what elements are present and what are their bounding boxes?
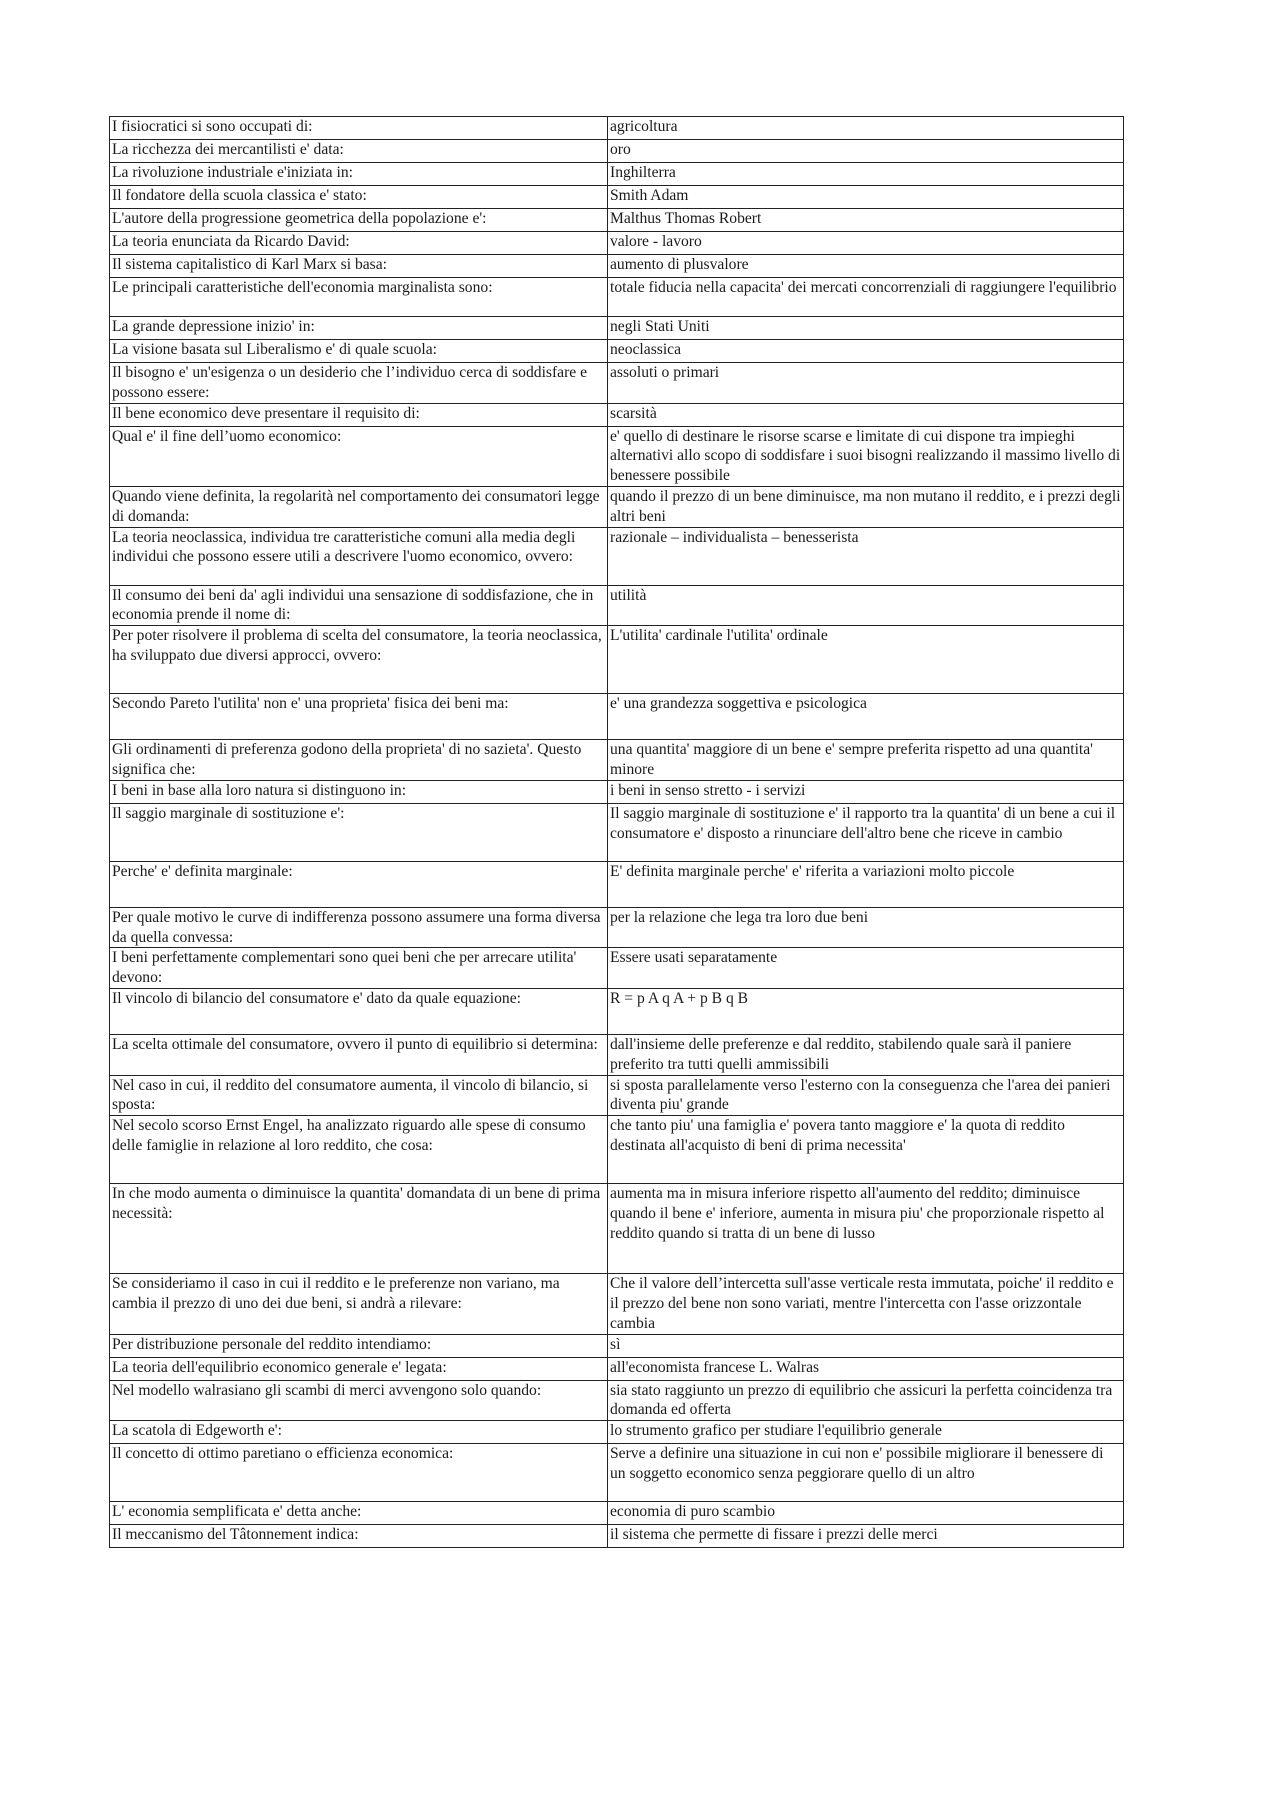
question-text: Il saggio marginale di sostituzione e': (112, 804, 345, 822)
answer-text: agricoltura (610, 118, 678, 135)
table-row (110, 803, 1124, 861)
answer-cell (608, 232, 1124, 255)
answer-text: che tanto piu' una famiglia e' povera tanto maggiore e' la quota di reddito destinata all'acquisto di beni di prima necessita' (610, 1117, 1065, 1154)
question-cell (110, 1502, 608, 1525)
answer-cell (608, 1357, 1124, 1380)
answer-cell (608, 527, 1124, 585)
table-row (110, 626, 1124, 694)
question-cell (110, 1034, 608, 1075)
table-row (110, 426, 1124, 486)
question-cell (110, 780, 608, 803)
table-row (110, 1502, 1124, 1525)
answer-text: negli Stati Uniti (610, 318, 710, 335)
answer-text: aumento di plusvalore (610, 256, 749, 273)
question-cell (110, 486, 608, 527)
question-text: Nel secolo scorso Ernst Engel, ha analizzato riguardo alle spese di consumo delle famiglie in relazione al loro reddito, che cosa: (112, 1117, 586, 1154)
answer-cell (608, 426, 1124, 486)
question-cell (110, 861, 608, 907)
table-row (110, 780, 1124, 803)
table-row (110, 140, 1124, 163)
qa-table-body (110, 117, 1124, 1548)
answer-cell (608, 626, 1124, 694)
question-cell (110, 1525, 608, 1548)
table-row (110, 948, 1124, 989)
table-row (110, 363, 1124, 404)
answer-text: economia di puro scambio (610, 1503, 775, 1521)
question-text: La rivoluzione industriale e'iniziata in: (112, 164, 353, 181)
table-row (110, 1525, 1124, 1548)
table-row (110, 861, 1124, 907)
question-cell (110, 340, 608, 363)
table-row (110, 486, 1124, 527)
table-row (110, 340, 1124, 363)
answer-cell (608, 486, 1124, 527)
question-text: I fisiocratici si sono occupati di: (112, 118, 313, 135)
question-cell (110, 163, 608, 186)
answer-text: R = p A q A + p B q B (610, 989, 749, 1007)
answer-text: i beni in senso stretto - i servizi (610, 781, 806, 799)
question-text: Il bisogno e' un'esigenza o un desiderio che l’individuo cerca di soddisfare e possono essere: (112, 364, 588, 401)
answer-cell (608, 1421, 1124, 1444)
answer-cell (608, 140, 1124, 163)
question-cell (110, 1274, 608, 1334)
answer-text: valore - lavoro (610, 233, 702, 250)
answer-text: sia stato raggiunto un prezzo di equilibrio che assicuri la perfetta coincidenza tra domanda ed offerta (610, 1381, 1113, 1419)
question-text: Se consideriamo il caso in cui il reddito e le preferenze non variano, ma cambia il prezzo di uno dei due beni, si andrà a rilevare: (112, 1275, 560, 1312)
answer-text: neoclassica (610, 341, 682, 358)
answer-text: per la relazione che lega tra loro due beni (610, 908, 869, 926)
question-text: La teoria enunciata da Ricardo David: (112, 233, 350, 250)
question-text: I beni perfettamente complementari sono quei beni che per arrecare utilita' devono: (112, 949, 577, 987)
answer-text: Malthus Thomas Robert (610, 210, 762, 227)
question-text: Per distribuzione personale del reddito intendiamo: (112, 1335, 432, 1353)
answer-cell (608, 585, 1124, 626)
answer-cell (608, 1444, 1124, 1502)
table-row (110, 186, 1124, 209)
question-cell (110, 1444, 608, 1502)
question-cell (110, 255, 608, 278)
answer-cell (608, 907, 1124, 948)
answer-text: il sistema che permette di fissare i prezzi delle merci (610, 1526, 938, 1544)
table-row (110, 232, 1124, 255)
question-cell (110, 803, 608, 861)
question-text: Il meccanismo del Tâtonnement indica: (112, 1526, 359, 1544)
answer-cell (608, 255, 1124, 278)
answer-text: Che il valore dell’intercetta sull'asse verticale resta immutata, poiche' il reddito e il prezzo del bene non sono variati, mentre l'intercetta con l'asse orizzontale cambia (610, 1275, 1114, 1332)
question-text: La ricchezza dei mercantilisti e' data: (112, 141, 344, 158)
question-text: Perche' e' definita marginale: (112, 862, 293, 880)
question-cell (110, 117, 608, 140)
answer-text: Inghilterra (610, 164, 676, 181)
question-text: In che modo aumenta o diminuisce la quantita' domandata di un bene di prima necessità: (112, 1185, 601, 1222)
answer-cell (608, 317, 1124, 340)
question-cell (110, 426, 608, 486)
answer-cell (608, 1274, 1124, 1334)
answer-text: dall'insieme delle preferenze e dal reddito, stabilendo quale sarà il paniere preferito tra tutti quelli ammissibili (610, 1035, 1072, 1073)
question-text: Per poter risolvere il problema di scelta del consumatore, la teoria neoclassica, ha sviluppato due diversi approcci, ovvero: (112, 627, 602, 664)
table-row (110, 1357, 1124, 1380)
answer-text: Essere usati separatamente (610, 949, 778, 967)
table-row (110, 527, 1124, 585)
table-row (110, 740, 1124, 781)
question-text: Il consumo dei beni da' agli individui una sensazione di soddisfazione, che in economia prende il nome di: (112, 586, 594, 624)
answer-cell (608, 1502, 1124, 1525)
question-text: Il concetto di ottimo paretiano o efficienza economica: (112, 1445, 454, 1463)
question-text: Qual e' il fine dell’uomo economico: (112, 427, 342, 445)
table-row (110, 1421, 1124, 1444)
table-row (110, 907, 1124, 948)
question-cell (110, 1357, 608, 1380)
answer-cell (608, 1334, 1124, 1357)
answer-text: Serve a definire una situazione in cui non e' possibile migliorare il benessere di un soggetto economico senza peggiorare quello di un altro (610, 1445, 1104, 1482)
question-cell (110, 1184, 608, 1274)
qa-table (109, 116, 1124, 1548)
answer-cell (608, 1380, 1124, 1421)
question-cell (110, 403, 608, 426)
question-text: Il fondatore della scuola classica e' stato: (112, 187, 367, 204)
answer-cell (608, 1184, 1124, 1274)
answer-cell (608, 803, 1124, 861)
answer-cell (608, 209, 1124, 232)
question-cell (110, 209, 608, 232)
answer-text: all'economista francese L. Walras (610, 1358, 820, 1376)
table-row (110, 209, 1124, 232)
question-cell (110, 585, 608, 626)
table-row (110, 694, 1124, 740)
table-row (110, 585, 1124, 626)
question-cell (110, 1380, 608, 1421)
question-text: La teoria neoclassica, individua tre caratteristiche comuni alla media degli individui che possono essere utili a descrivere l'uomo economico, ovvero: (112, 528, 576, 566)
table-row (110, 317, 1124, 340)
answer-text: totale fiducia nella capacita' dei mercati concorrenziali di raggiungere l'equilibrio (610, 279, 1117, 296)
answer-cell (608, 186, 1124, 209)
answer-text: L'utilita' cardinale l'utilita' ordinale (610, 627, 828, 645)
answer-cell (608, 363, 1124, 404)
answer-cell (608, 861, 1124, 907)
question-text: Nel caso in cui, il reddito del consumatore aumenta, il vincolo di bilancio, si sposta: (112, 1076, 589, 1114)
answer-cell (608, 988, 1124, 1034)
answer-text: Smith Adam (610, 187, 689, 204)
answer-cell (608, 948, 1124, 989)
question-cell (110, 278, 608, 317)
question-cell (110, 1116, 608, 1184)
table-row (110, 1116, 1124, 1184)
question-cell (110, 988, 608, 1034)
answer-text: utilità (610, 586, 647, 604)
answer-text: razionale – individualista – benesserista (610, 528, 859, 546)
answer-cell (608, 1525, 1124, 1548)
answer-cell (608, 1034, 1124, 1075)
table-row (110, 1034, 1124, 1075)
question-cell (110, 363, 608, 404)
table-row (110, 1444, 1124, 1502)
question-text: Per quale motivo le curve di indifferenza possono assumere una forma diversa da quella convessa: (112, 908, 601, 946)
question-cell (110, 140, 608, 163)
table-row (110, 988, 1124, 1034)
table-row (110, 117, 1124, 140)
question-cell (110, 186, 608, 209)
answer-cell (608, 780, 1124, 803)
question-cell (110, 1421, 608, 1444)
question-text: La grande depressione inizio' in: (112, 318, 315, 335)
question-cell (110, 317, 608, 340)
question-text: Gli ordinamenti di preferenza godono della proprieta' di no sazieta'. Questo significa che: (112, 741, 582, 778)
answer-text: quando il prezzo di un bene diminuisce, ma non mutano il reddito, e i prezzi degli altri beni (610, 487, 1121, 525)
question-cell (110, 232, 608, 255)
answer-cell (608, 117, 1124, 140)
question-cell (110, 626, 608, 694)
answer-cell (608, 1116, 1124, 1184)
table-row (110, 1184, 1124, 1274)
answer-text: assoluti o primari (610, 364, 720, 381)
question-text: La visione basata sul Liberalismo e' di quale scuola: (112, 341, 437, 358)
question-text: Il bene economico deve presentare il requisito di: (112, 404, 420, 422)
answer-text: oro (610, 141, 631, 158)
answer-text: scarsità (610, 404, 657, 422)
table-row (110, 1334, 1124, 1357)
question-text: L'autore della progressione geometrica della popolazione e': (112, 210, 487, 227)
answer-text: una quantita' maggiore di un bene e' sempre preferita rispetto ad una quantita' minore (610, 741, 1093, 778)
answer-text: si sposta parallelamente verso l'esterno con la conseguenza che l'area dei panieri diventa piu' grande (610, 1076, 1111, 1114)
answer-cell (608, 694, 1124, 740)
question-cell (110, 694, 608, 740)
answer-text: e' una grandezza soggettiva e psicologica (610, 695, 867, 713)
answer-text: E' definita marginale perche' e' riferita a variazioni molto piccole (610, 862, 1015, 880)
question-text: Il vincolo di bilancio del consumatore e' dato da quale equazione: (112, 989, 521, 1007)
answer-text: sì (610, 1335, 621, 1353)
table-row (110, 163, 1124, 186)
answer-text: e' quello di destinare le risorse scarse e limitate di cui dispone tra impieghi alternativi allo scopo di soddisfare i suoi bisogni realizzando il massimo livello di benessere possibile (610, 427, 1121, 485)
answer-text: Il saggio marginale di sostituzione e' il rapporto tra la quantita' di un bene a cui il consumatore e' disposto a rinunciare dell'altro bene che riceve in cambio (610, 804, 1116, 842)
table-row (110, 1274, 1124, 1334)
question-cell (110, 740, 608, 781)
answer-cell (608, 403, 1124, 426)
answer-cell (608, 163, 1124, 186)
question-text: Le principali caratteristiche dell'economia marginalista sono: (112, 279, 493, 296)
question-text: Quando viene definita, la regolarità nel comportamento dei consumatori legge di domanda: (112, 487, 600, 525)
question-text: L' economia semplificata e' detta anche: (112, 1503, 362, 1521)
question-cell (110, 527, 608, 585)
question-text: La teoria dell'equilibrio economico generale e' legata: (112, 1358, 447, 1376)
question-text: Il sistema capitalistico di Karl Marx si basa: (112, 256, 387, 273)
question-text: I beni in base alla loro natura si distinguono in: (112, 781, 407, 799)
question-cell (110, 1075, 608, 1116)
answer-text: aumenta ma in misura inferiore rispetto all'aumento del reddito; diminuisce quando il bene e' inferiore, aumenta in misura piu' che proporzionale rispetto al reddito quando si tratta di un bene di lusso (610, 1185, 1105, 1242)
table-row (110, 1380, 1124, 1421)
table-row (110, 1075, 1124, 1116)
question-cell (110, 907, 608, 948)
question-text: Secondo Pareto l'utilita' non e' una proprieta' fisica dei beni ma: (112, 695, 509, 713)
answer-text: lo strumento grafico per studiare l'equilibrio generale (610, 1422, 942, 1440)
answer-cell (608, 278, 1124, 317)
question-cell (110, 1334, 608, 1357)
question-cell (110, 948, 608, 989)
table-row (110, 255, 1124, 278)
question-text: Nel modello walrasiano gli scambi di merci avvengono solo quando: (112, 1381, 542, 1399)
question-text: La scatola di Edgeworth e': (112, 1422, 282, 1440)
answer-cell (608, 340, 1124, 363)
answer-cell (608, 740, 1124, 781)
question-text: La scelta ottimale del consumatore, ovvero il punto di equilibrio si determina: (112, 1035, 598, 1053)
answer-cell (608, 1075, 1124, 1116)
table-row (110, 278, 1124, 317)
table-row (110, 403, 1124, 426)
